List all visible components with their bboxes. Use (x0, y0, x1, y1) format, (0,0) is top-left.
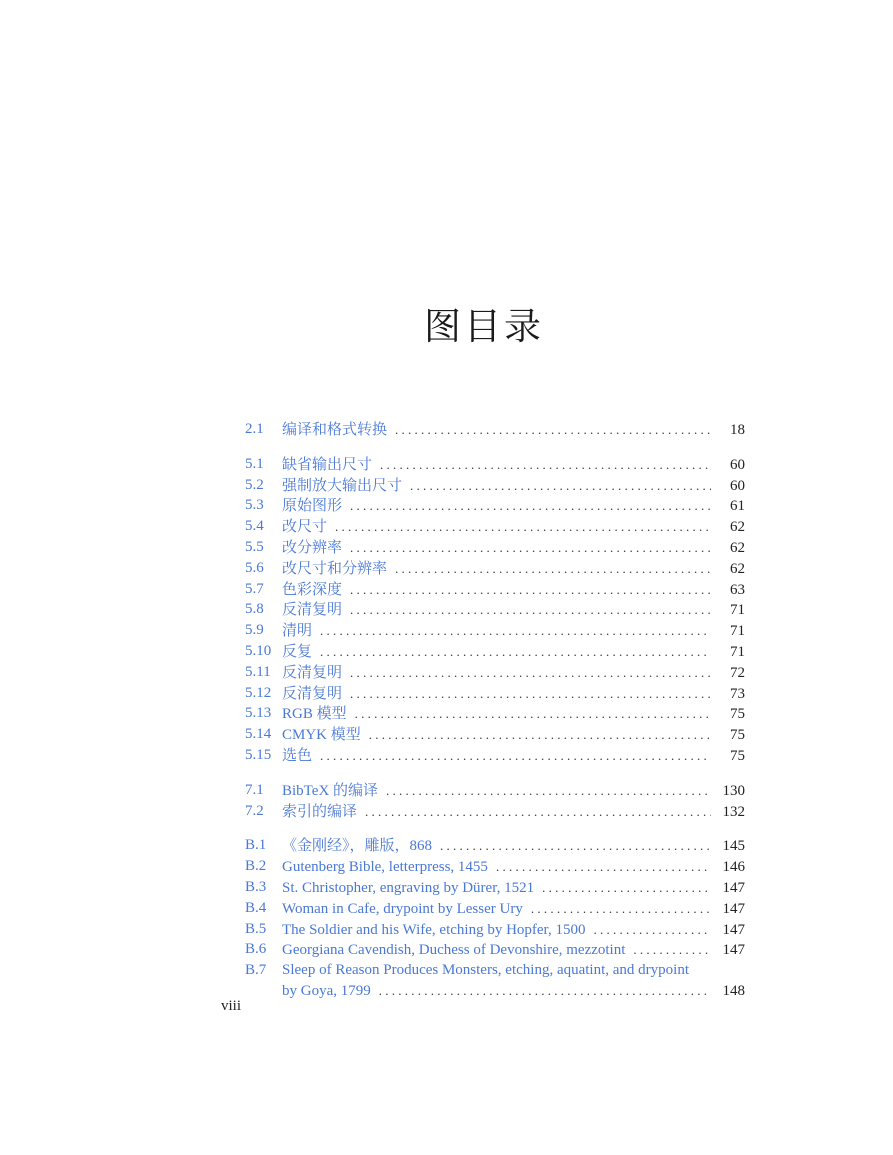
toc-entry[interactable] (245, 455, 745, 476)
figure-number: B.5 (245, 920, 267, 937)
figure-caption: St. Christopher, engraving by Dürer, 1521 (282, 879, 535, 896)
figure-number: B.4 (245, 899, 267, 916)
page-title: 图目录 (424, 307, 544, 348)
figure-caption: 反清复明 (282, 664, 343, 681)
dot-leader (350, 600, 711, 620)
dot-leader (386, 781, 711, 801)
figure-caption: 反复 (282, 643, 313, 660)
toc-group-ch5 (245, 455, 745, 767)
list-of-figures (245, 420, 745, 1016)
dot-leader (633, 940, 711, 960)
dot-leader (440, 836, 711, 856)
figure-number: 7.2 (245, 802, 264, 819)
page-ref: 62 (730, 519, 745, 536)
figure-caption: 清明 (282, 623, 313, 640)
figure-number: 5.6 (245, 559, 264, 576)
dot-leader (350, 496, 711, 516)
dot-leader (410, 476, 711, 496)
toc-group-ch2 (245, 420, 745, 441)
page-ref: 132 (722, 803, 745, 820)
page-ref: 147 (722, 942, 745, 959)
dot-leader (320, 621, 711, 641)
page-ref: 73 (730, 685, 745, 702)
page-ref: 63 (730, 581, 745, 598)
toc-entry[interactable] (245, 559, 745, 580)
toc-entry[interactable] (245, 704, 745, 725)
figure-number: B.3 (245, 878, 267, 895)
toc-entry[interactable] (245, 420, 745, 441)
figure-number: B.2 (245, 858, 267, 875)
figure-number: B.1 (245, 837, 267, 854)
figure-number: 5.2 (245, 476, 264, 493)
figure-caption: RGB 模型 (282, 706, 347, 723)
dot-leader (395, 559, 711, 579)
toc-entry-wrapped[interactable] (245, 961, 745, 1002)
figure-caption: 改分辨率 (282, 539, 343, 556)
page-ref: 71 (730, 623, 745, 640)
figure-number: 5.5 (245, 538, 264, 555)
page-ref: 61 (730, 498, 745, 515)
dot-leader (369, 725, 711, 745)
figure-caption: 《金刚经》，雕版，868 (282, 838, 433, 855)
dot-leader (320, 642, 711, 662)
page-ref: 60 (730, 477, 745, 494)
dot-leader (350, 580, 711, 600)
figure-number: 5.15 (245, 746, 272, 763)
figure-caption: 缺省输出尺寸 (282, 456, 373, 473)
toc-entry[interactable] (245, 642, 745, 663)
figure-caption: 索引的编译 (282, 803, 358, 820)
figure-caption: 选色 (282, 747, 313, 764)
dot-leader (355, 704, 711, 724)
figure-caption: Georgiana Cavendish, Duchess of Devonshire, mezzotint (282, 942, 626, 959)
toc-group-appendix-b (245, 836, 745, 1001)
figure-number: 5.10 (245, 642, 272, 659)
figure-caption: BibTeX 的编译 (282, 782, 379, 799)
figure-caption: CMYK 模型 (282, 727, 361, 744)
toc-entry[interactable] (245, 580, 745, 601)
page-ref: 72 (730, 664, 745, 681)
page-ref: 71 (730, 602, 745, 619)
figure-number: 7.1 (245, 781, 264, 798)
page-ref: 147 (722, 879, 745, 896)
figure-number: 5.3 (245, 497, 264, 514)
toc-entry[interactable] (245, 684, 745, 705)
figure-number: 5.14 (245, 726, 272, 743)
figure-number: 2.1 (245, 421, 264, 437)
figure-caption: 强制放大输出尺寸 (282, 477, 403, 494)
figure-number: B.7 (245, 962, 267, 979)
dot-leader (350, 663, 711, 683)
toc-entry[interactable] (245, 899, 745, 920)
dot-leader (335, 517, 711, 537)
figure-caption: The Soldier and his Wife, etching by Hopfer, 1500 (282, 921, 586, 938)
figure-number: 5.4 (245, 518, 264, 535)
figure-caption: Gutenberg Bible, letterpress, 1455 (282, 859, 488, 876)
toc-entry[interactable] (245, 725, 745, 746)
dot-leader (395, 420, 711, 440)
dot-leader (320, 746, 711, 766)
dot-leader (350, 538, 711, 558)
toc-entry[interactable] (245, 476, 745, 497)
toc-entry[interactable] (245, 802, 745, 823)
page-ref: 75 (730, 727, 745, 744)
dot-leader (531, 899, 711, 919)
page-number: viii (221, 998, 242, 1014)
page-ref: 62 (730, 560, 745, 577)
toc-entry[interactable] (245, 496, 745, 517)
figure-caption: 编译和格式转换 (282, 422, 388, 438)
page-ref: 71 (730, 643, 745, 660)
page-ref: 75 (730, 706, 745, 723)
toc-entry[interactable] (245, 517, 745, 538)
figure-number: 5.9 (245, 622, 264, 639)
figure-number: 5.13 (245, 705, 272, 722)
figure-number: 5.12 (245, 684, 272, 701)
page-ref: 62 (730, 539, 745, 556)
toc-entry[interactable] (245, 621, 745, 642)
figure-caption-line1: Sleep of Reason Produces Monsters, etching, aquatint, and drypoint (282, 962, 690, 979)
page-ref: 145 (722, 838, 745, 855)
figure-number: 5.11 (245, 663, 271, 680)
toc-entry[interactable] (245, 878, 745, 899)
toc-entry[interactable] (245, 663, 745, 684)
dot-leader (350, 684, 711, 704)
toc-entry[interactable] (245, 600, 745, 621)
toc-entry[interactable] (245, 538, 745, 559)
page-ref: 148 (722, 982, 745, 999)
figure-caption-line2: by Goya, 1799 (282, 982, 371, 999)
toc-group-ch7 (245, 781, 745, 823)
toc-entry[interactable] (245, 836, 745, 857)
figure-caption: 反清复明 (282, 685, 343, 702)
dot-leader (365, 802, 711, 822)
page-ref: 75 (730, 747, 745, 764)
page-ref: 60 (730, 456, 745, 473)
page-ref: 147 (722, 921, 745, 938)
dot-leader (542, 878, 711, 898)
figure-caption: 色彩深度 (282, 581, 343, 598)
toc-entry[interactable] (245, 746, 745, 767)
figure-number: 5.8 (245, 601, 264, 618)
dot-leader (496, 857, 711, 877)
figure-caption: 改尺寸和分辨率 (282, 560, 388, 577)
figure-number: B.6 (245, 941, 267, 958)
toc-entry[interactable] (245, 857, 745, 878)
figure-number: 5.1 (245, 455, 264, 472)
toc-entry[interactable] (245, 920, 745, 941)
toc-entry[interactable] (245, 781, 745, 802)
page-ref: 146 (722, 859, 745, 876)
page-ref: 18 (730, 422, 745, 438)
dot-leader (379, 981, 711, 1001)
figure-caption: Woman in Cafe, drypoint by Lesser Ury (282, 900, 523, 917)
figure-number: 5.7 (245, 580, 264, 597)
figure-caption: 原始图形 (282, 498, 343, 515)
toc-entry[interactable] (245, 940, 745, 961)
dot-leader (593, 920, 711, 940)
page-ref: 130 (722, 782, 745, 799)
figure-caption: 反清复明 (282, 602, 343, 619)
figure-caption: 改尺寸 (282, 519, 328, 536)
dot-leader (380, 455, 711, 475)
page-ref: 147 (722, 900, 745, 917)
